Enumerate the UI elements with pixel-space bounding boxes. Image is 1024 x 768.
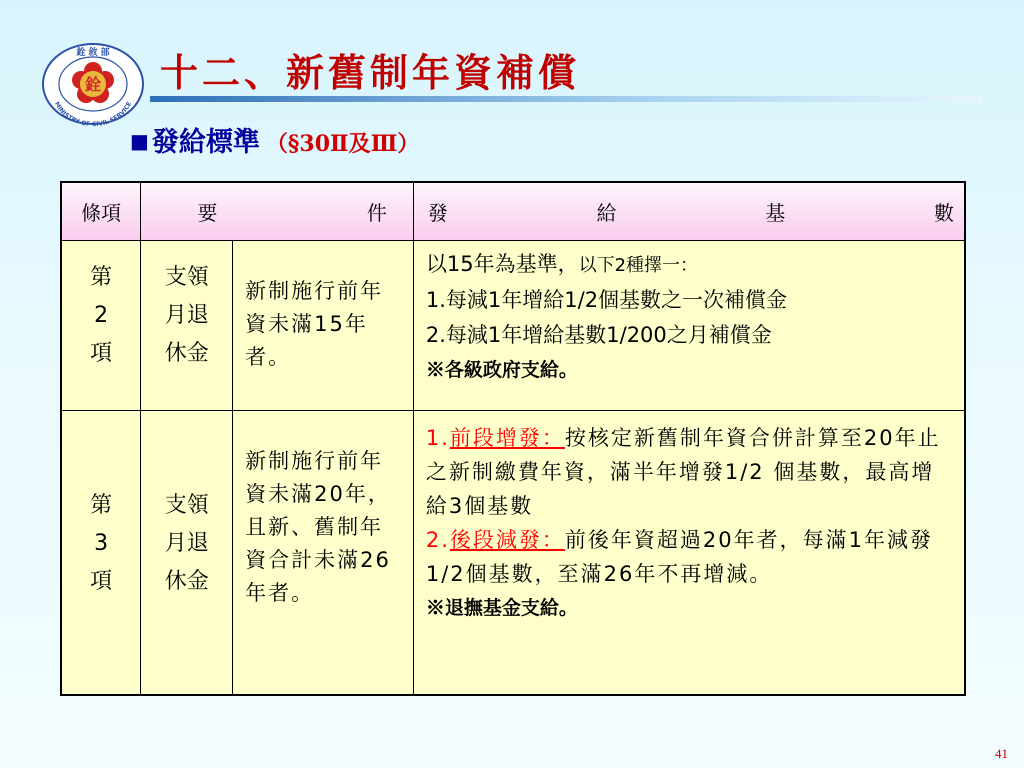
table-row	[61, 411, 965, 695]
header-item: 條項	[61, 182, 141, 241]
condition-cell: 新制施行前年資未滿15年者。	[233, 241, 414, 411]
section-heading-text: 發給標準	[151, 127, 260, 158]
rule-back-decrease: 2.後段減發：前後年資超過20年者，每滿1年減發1/2個基數，至滿26年不再增減。	[425, 528, 933, 586]
table-row	[61, 241, 965, 411]
condition-cell: 新制施行前年資未滿20年，且新、舊制年資合計未滿26年者。	[233, 411, 414, 695]
rule-cell	[413, 411, 965, 695]
item-cell: 第 3 項	[61, 411, 141, 695]
title-underline	[150, 96, 982, 102]
pension-type-cell: 支領 月退 休金	[141, 411, 233, 695]
logo-ring-text: MINISTRY OF CIVIL SERVICE	[52, 100, 134, 126]
header-requirement: 要 件	[141, 182, 414, 241]
slide-title: 十二、新舊制年資補償	[160, 50, 581, 95]
law-reference: （§30Ⅱ及Ⅲ）	[265, 131, 420, 157]
funding-note: ※退撫基金支給。	[425, 597, 578, 619]
rule-option-1: 1.每減1年增給1/2個基數之一次補償金	[425, 288, 788, 312]
square-bullet-icon: ■	[130, 129, 149, 153]
rule-front-increase: 1.前段增發：按核定新舊制年資合併計算至20年止之新制繳費年資，滿半年增發1/2 個基數，最高增給3個基數	[425, 426, 941, 518]
ministry-logo	[40, 40, 146, 126]
page-number: 41	[995, 746, 1008, 761]
rule-intro: 以15年為基準，以下2種擇一：	[425, 252, 699, 276]
logo-top-text: 銓 敘 部	[76, 48, 110, 58]
rule-option-2: 2.每減1年增給基數1/200之月補償金	[425, 323, 772, 347]
rule-cell	[413, 241, 965, 411]
funding-note: ※各級政府支給。	[425, 359, 578, 381]
header-base-count: 發 給 基 數	[413, 182, 965, 241]
table-header-row	[61, 182, 965, 241]
section-heading	[130, 120, 419, 159]
item-cell: 第 2 項	[61, 241, 141, 411]
pension-type-cell: 支領 月退 休金	[141, 241, 233, 411]
logo-center-text: 銓	[84, 75, 102, 94]
compensation-table	[60, 181, 966, 696]
